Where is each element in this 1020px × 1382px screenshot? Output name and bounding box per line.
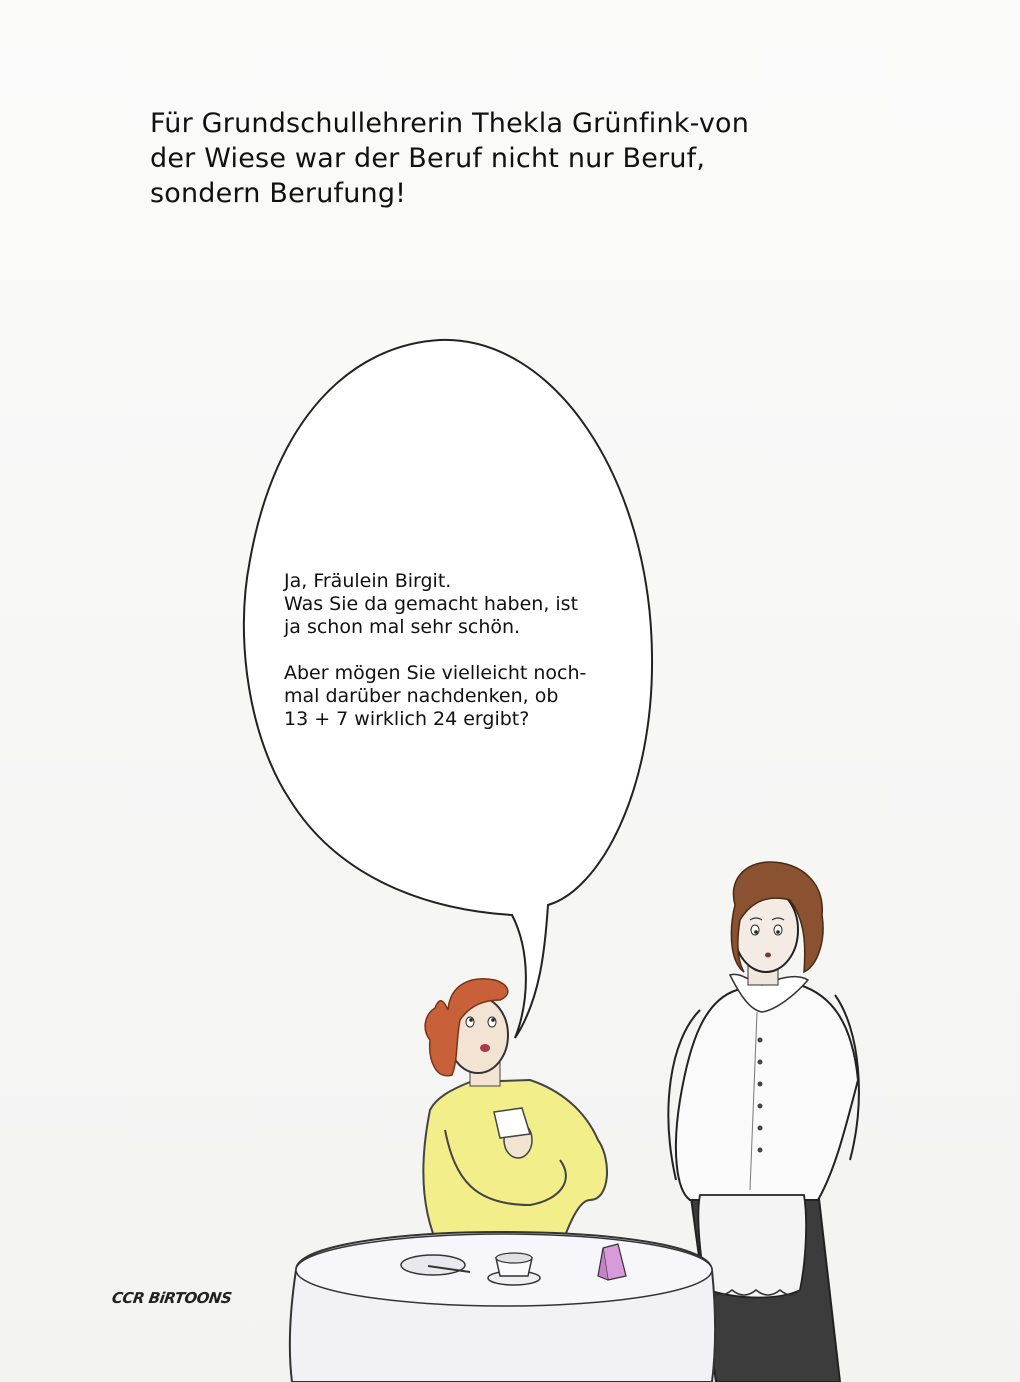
speech-bubble-text (284, 570, 644, 731)
caption-line-2: der Wiese war der Beruf nicht nur Beruf, (150, 143, 706, 174)
caption-line-1: Für Grundschullehrerin Thekla Grünfink-von (150, 108, 750, 139)
caption-line-3: sondern Berufung! (150, 178, 407, 209)
speech-line-6: mal darüber nachdenken, ob (284, 685, 559, 707)
speech-line-5: Aber mögen Sie vielleicht noch- (284, 662, 587, 684)
speech-line-1: Ja, Fräulein Birgit. (284, 570, 452, 592)
speech-spacer (284, 639, 644, 662)
speech-line-7: 13 + 7 wirklich 24 ergibt? (284, 708, 530, 730)
speech-line-2: Was Sie da gemacht haben, ist (284, 593, 579, 615)
teacher-figure (423, 979, 607, 1250)
waitress-apron (698, 1195, 806, 1298)
speech-line-3: ja schon mal sehr schön. (284, 616, 521, 638)
artist-signature: CCR BiRTOONS (110, 1289, 233, 1307)
waitress-blouse (676, 985, 858, 1200)
table (290, 1232, 715, 1382)
